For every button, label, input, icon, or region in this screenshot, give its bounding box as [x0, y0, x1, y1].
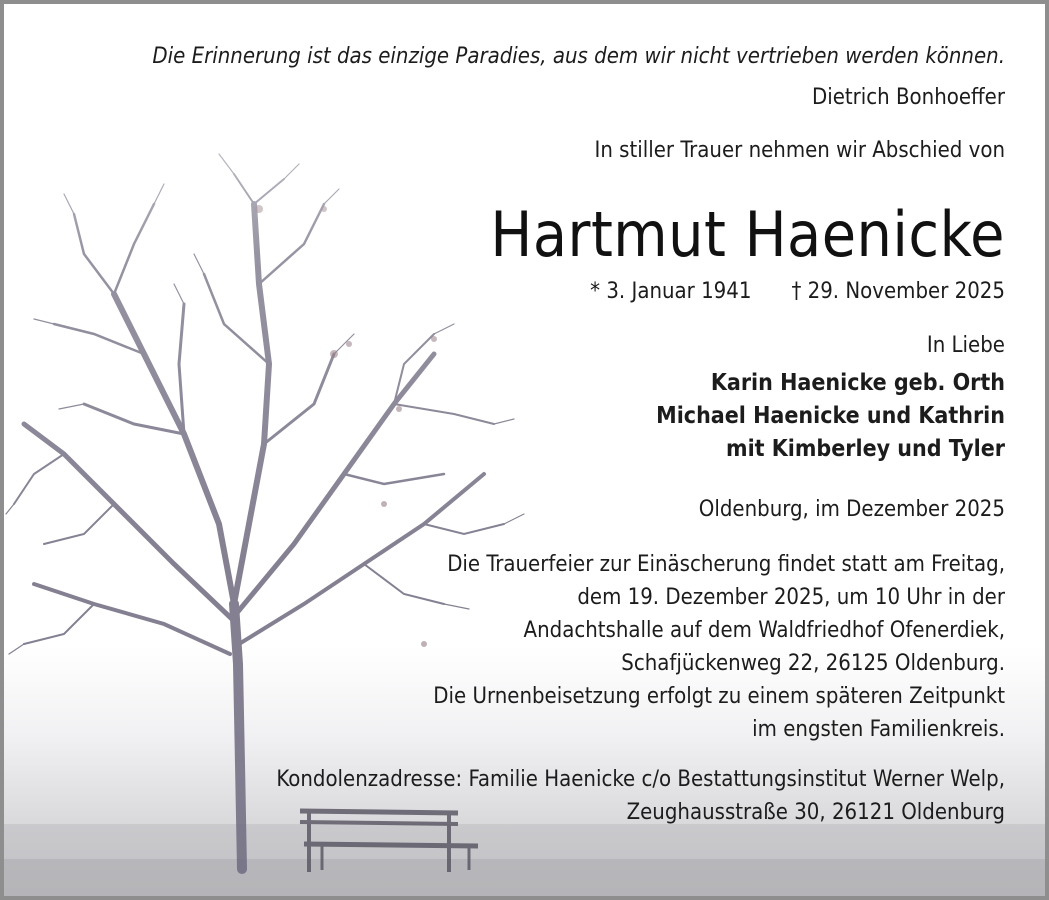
ceremony-line: Schafjückenweg 22, 26125 Oldenburg.	[621, 651, 1005, 676]
mourners-list	[656, 367, 1005, 466]
intro-text: In stiller Trauer nehmen wir Abschied von	[594, 138, 1005, 163]
ceremony-line: Die Urnenbeisetzung erfolgt zu einem späteren Zeitpunkt	[433, 684, 1005, 709]
deceased-name: Hartmut Haenicke	[490, 198, 1005, 271]
quote-text: Die Erinnerung ist das einzige Paradies, aus dem wir nicht vertrieben werden können.	[152, 44, 1005, 69]
ceremony-line: dem 19. Dezember 2025, um 10 Uhr in der	[577, 585, 1005, 610]
ceremony-line: Die Trauerfeier zur Einäscherung findet statt am Freitag,	[447, 552, 1005, 577]
mourners-intro: In Liebe	[926, 333, 1005, 358]
condolence-address	[276, 763, 1005, 829]
mourner-line: Karin Haenicke geb. Orth	[710, 370, 1005, 396]
quote-author: Dietrich Bonhoeffer	[811, 85, 1005, 110]
condolence-line: Zeughausstraße 30, 26121 Oldenburg	[626, 800, 1005, 825]
life-dates	[590, 279, 1005, 304]
ceremony-line: Andachtshalle auf dem Waldfriedhof Ofenerdiek,	[523, 618, 1005, 643]
ceremony-details	[433, 548, 1005, 746]
death-date: † 29. November 2025	[791, 279, 1005, 304]
ceremony-line: im engsten Familienkreis.	[752, 717, 1005, 742]
birth-date: * 3. Januar 1941	[590, 279, 752, 304]
mourner-line: mit Kimberley und Tyler	[726, 436, 1005, 462]
condolence-line: Kondolenzadresse: Familie Haenicke c/o Bestattungsinstitut Werner Welp,	[276, 767, 1005, 792]
mourner-line: Michael Haenicke und Kathrin	[656, 403, 1005, 429]
place-date: Oldenburg, im Dezember 2025	[698, 497, 1005, 522]
